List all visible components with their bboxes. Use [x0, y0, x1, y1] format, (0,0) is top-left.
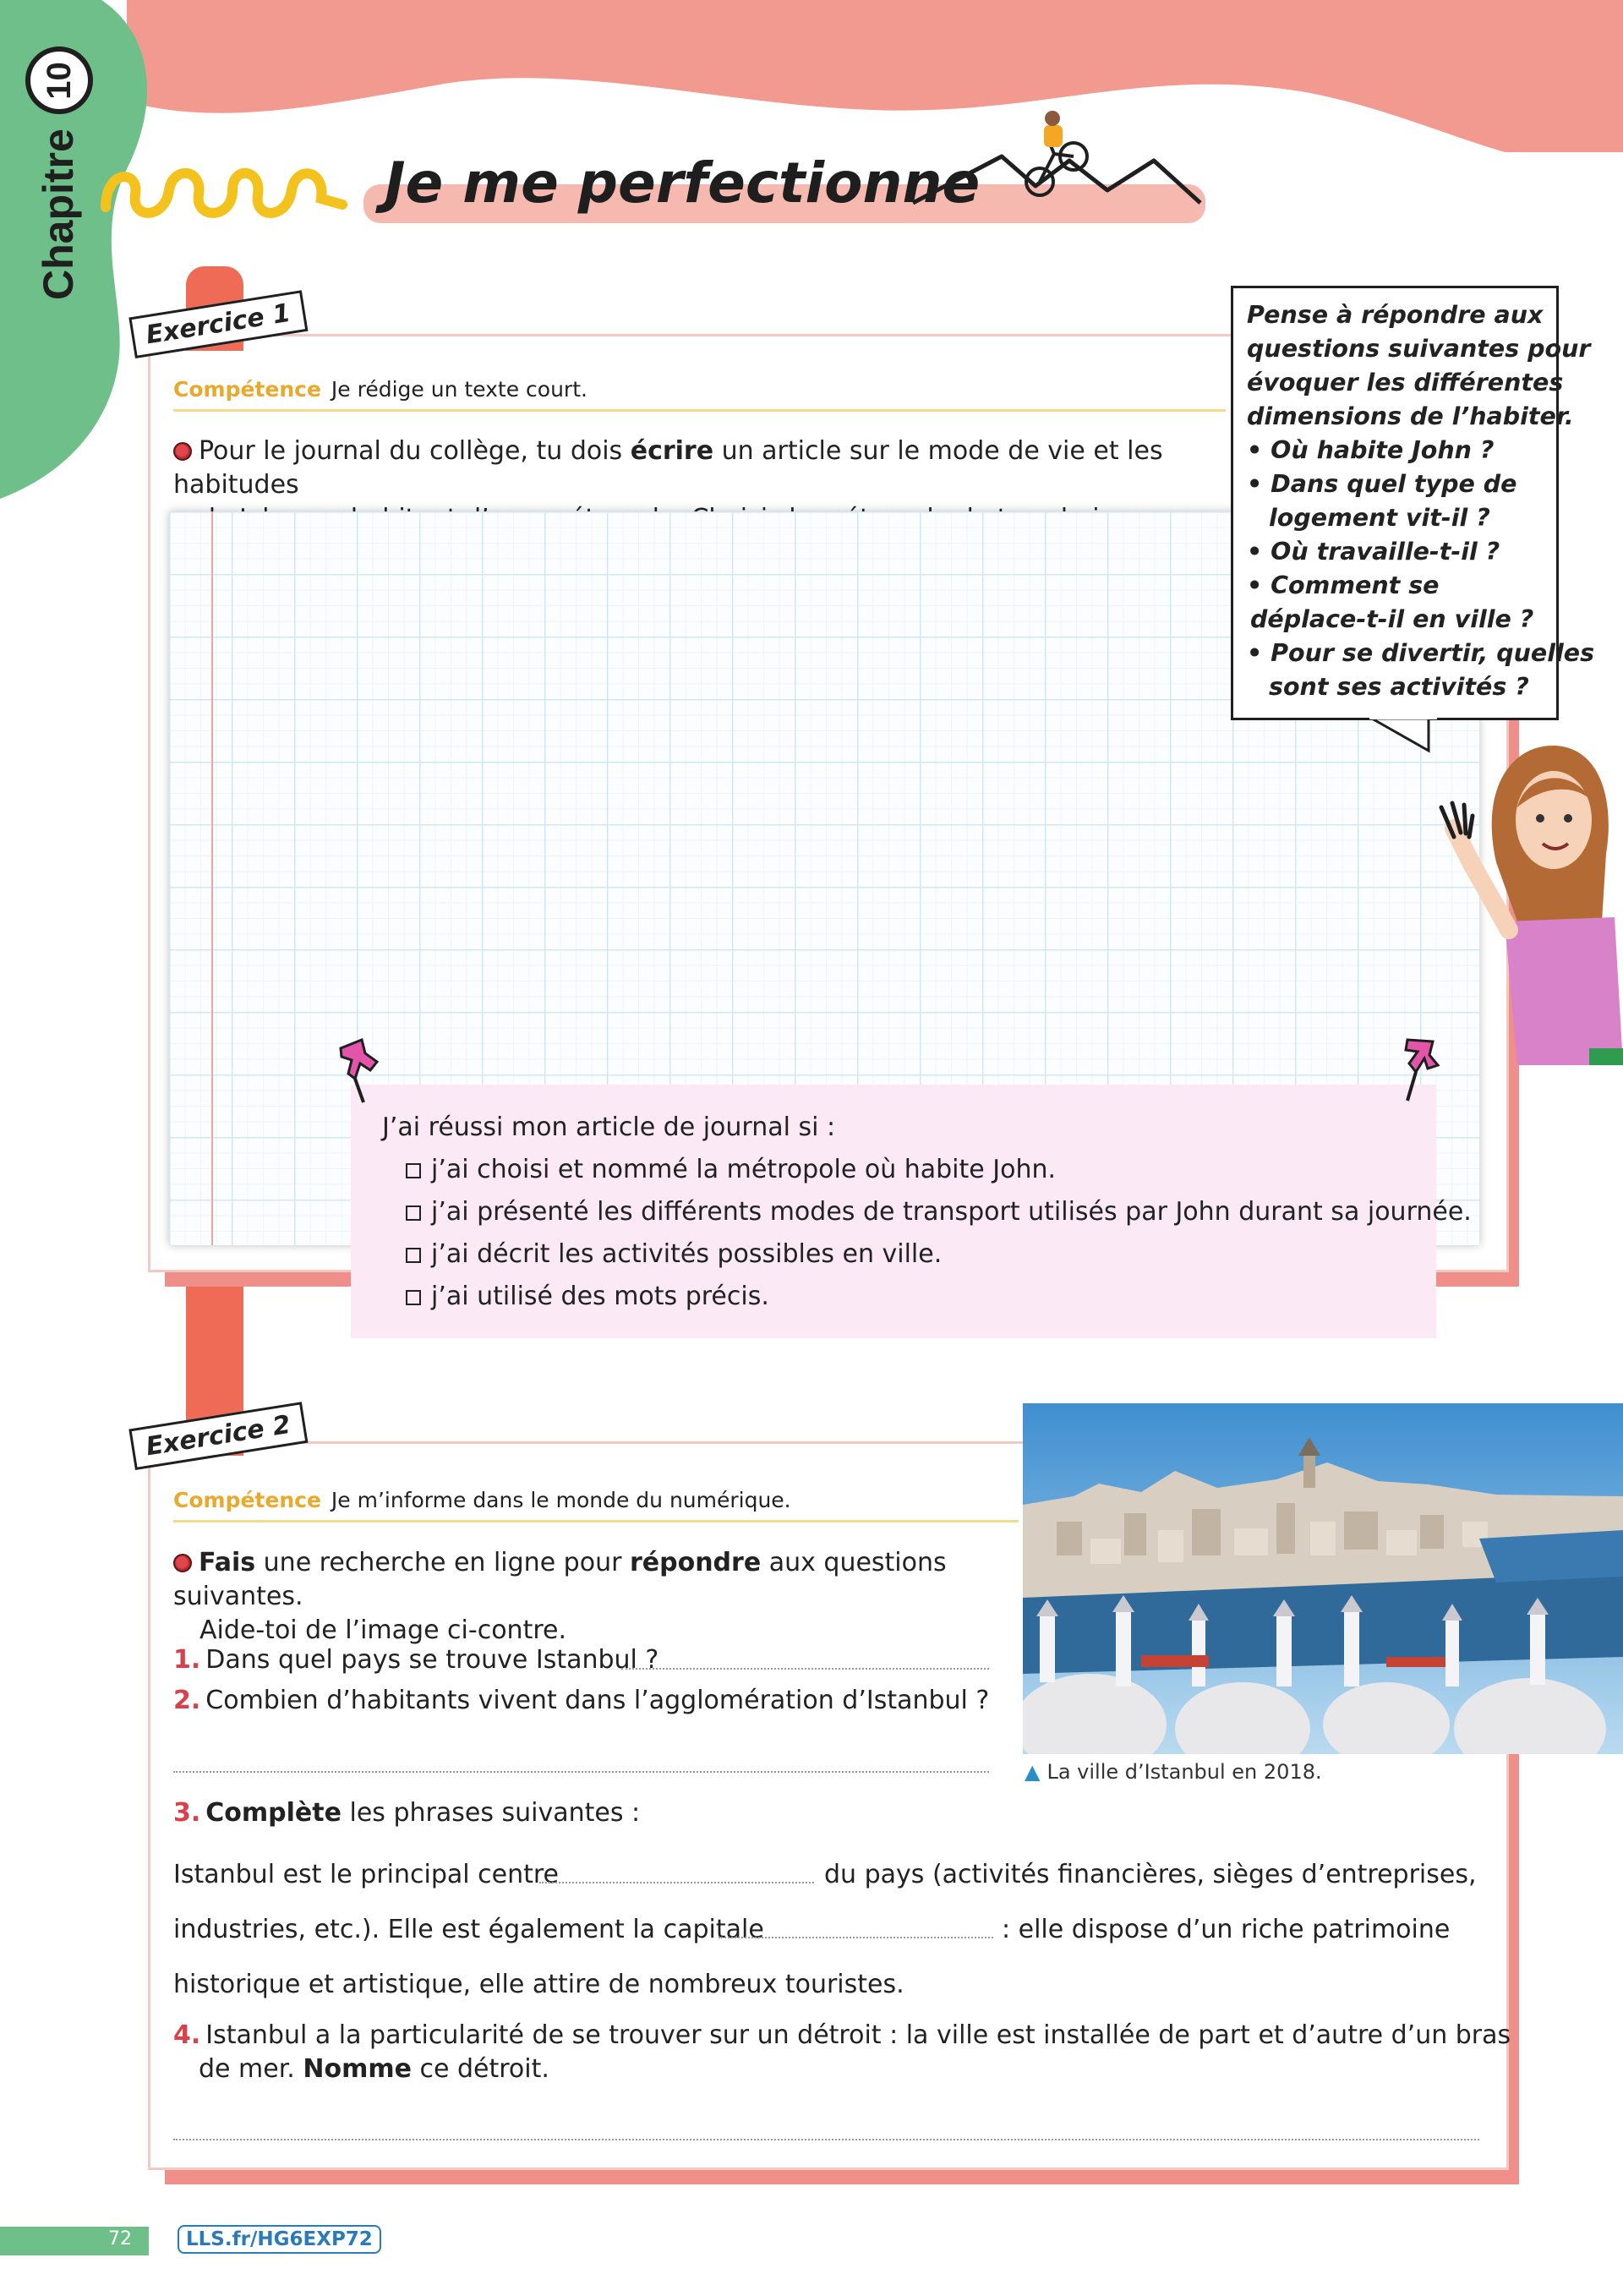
- checklist-item[interactable]: j’ai utilisé des mots précis.: [406, 1282, 769, 1311]
- speech-bubble: Pense à répondre aux questions suivantes pour évoquer les différentes dimensions de l’habiter. • Où habite John ? • Dans quel type de logement vit-il ? • Où travaille-t-il ? • Comment se déplace-t-il en ville ? • Pour se divertir, quelles sont ses activités ?: [1231, 286, 1559, 720]
- competence-text: Je rédige un texte court.: [331, 377, 587, 402]
- fill-in-blank-1[interactable]: [539, 1882, 814, 1883]
- bullet-icon: [173, 1554, 192, 1572]
- checkbox-icon[interactable]: [406, 1290, 421, 1305]
- grid-margin-line: [211, 511, 213, 1245]
- answer-line-2[interactable]: [173, 1771, 989, 1773]
- competence-key: Compétence: [173, 377, 321, 402]
- page-number: 72: [108, 2228, 132, 2250]
- squiggle-decoration: [97, 152, 351, 228]
- photo-caption: ▲ La ville d’Istanbul en 2018.: [1025, 1760, 1322, 1784]
- fill-in-text-2a: industries, etc.). Elle est également la capitale: [173, 1915, 764, 1944]
- checklist-item[interactable]: j’ai présenté les différents modes de transport utilisés par John durant sa journée.: [406, 1197, 1472, 1227]
- cyclist-mountain-icon: [909, 110, 1213, 211]
- fill-in-text-2b: : elle dispose d’un riche patrimoine: [1002, 1915, 1451, 1944]
- question-1: 1. Dans quel pays se trouve Istanbul ?: [173, 1645, 659, 1675]
- chapter-number: 10: [40, 61, 78, 100]
- question-4-line2: de mer. Nomme ce détroit.: [199, 2054, 549, 2084]
- competence-divider: [173, 1520, 1019, 1522]
- girl-character-illustration: [1437, 727, 1623, 1065]
- fill-in-text-1a: Istanbul est le principal centre: [173, 1860, 559, 1889]
- exercise1-tag: Exercice 1: [128, 290, 308, 358]
- footer-link[interactable]: LLS.fr/HG6EXP72: [178, 2225, 381, 2254]
- question-4: 4. Istanbul a la particularité de se trouver sur un détroit : la ville est installée de part et d’autre d’un bras: [173, 2020, 1511, 2050]
- chapter-label: Chapitre: [35, 128, 82, 300]
- question-2: 2. Combien d’habitants vivent dans l’agglomération d’Istanbul ?: [173, 1686, 990, 1715]
- page-title: Je me perfectionne: [385, 150, 981, 216]
- top-wave-decoration: [0, 0, 1623, 152]
- competence-divider: [173, 409, 1226, 412]
- fill-in-text-1b: du pays (activités financières, sièges d’entreprises,: [824, 1860, 1477, 1889]
- exercise2-competence: [173, 1488, 791, 1512]
- competence-text: Je m’informe dans le monde du numérique.: [331, 1488, 791, 1512]
- chapter-number-badge: [25, 46, 93, 114]
- caption-triangle-icon: ▲: [1025, 1760, 1041, 1784]
- speech-bubble-tail: [1369, 717, 1437, 755]
- exercise2-tag: Exercice 2: [128, 1402, 308, 1470]
- checklist-item[interactable]: j’ai choisi et nommé la métropole où habite John.: [406, 1155, 1056, 1184]
- competence-key: Compétence: [173, 1488, 321, 1512]
- checkbox-icon[interactable]: [406, 1205, 421, 1221]
- question-3: 3. Complète les phrases suivantes :: [173, 1798, 641, 1828]
- fill-in-text-3: historique et artistique, elle attire de nombreux touristes.: [173, 1970, 904, 1999]
- istanbul-photo: [1023, 1403, 1623, 1754]
- answer-line-1[interactable]: [621, 1668, 989, 1670]
- checkbox-icon[interactable]: [406, 1248, 421, 1263]
- fill-in-blank-2[interactable]: [719, 1937, 993, 1938]
- checklist-item[interactable]: j’ai décrit les activités possibles en ville.: [406, 1239, 942, 1269]
- checklist-title: J’ai réussi mon article de journal si :: [382, 1112, 836, 1142]
- bullet-icon: [173, 442, 192, 461]
- exercise2-instruction: Fais une recherche en ligne pour répondre aux questions suivantes. Aide-toi de l’image ci-contre.: [173, 1548, 947, 1645]
- pushpin-icon: [336, 1038, 387, 1106]
- answer-line-4[interactable]: [173, 2139, 1479, 2140]
- exercise1-competence: [173, 377, 587, 402]
- exercise1-instruction: Pour le journal du collège, tu dois écrire un article sur le mode de vie et les habitudes: [173, 436, 1163, 500]
- pushpin-icon: [1399, 1033, 1450, 1109]
- istanbul-photo-image: [1023, 1403, 1623, 1754]
- checkbox-icon[interactable]: [406, 1163, 421, 1178]
